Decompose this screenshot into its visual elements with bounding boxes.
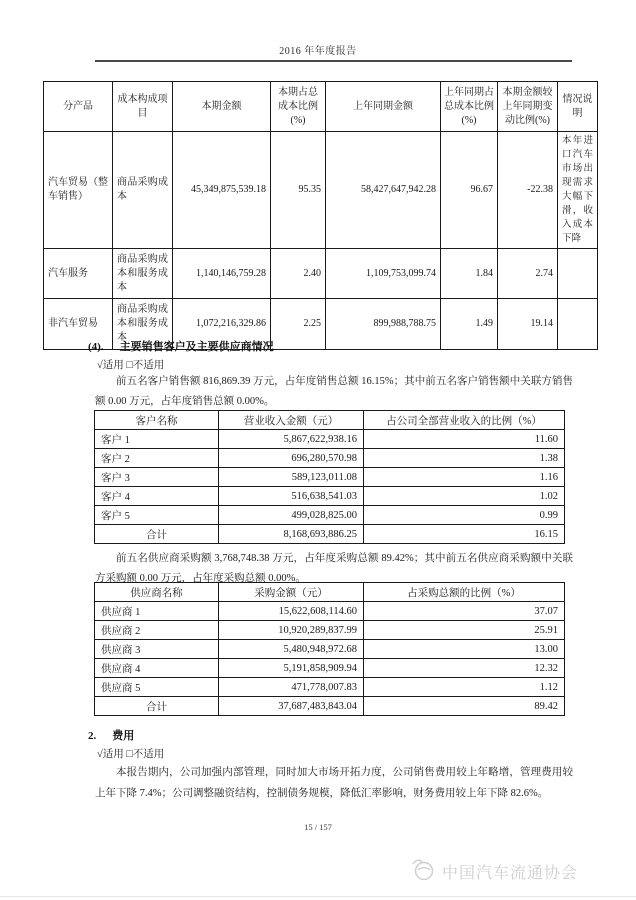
purchase-pct-cell: 1.12: [364, 678, 565, 697]
purchase-cell: 15,622,608,114.60: [219, 602, 364, 621]
footer-brand: [410, 856, 578, 887]
col-header-product: 分产品: [44, 82, 113, 132]
revenue-pct-cell: 1.38: [364, 449, 565, 468]
prior-pct-cell: 96.67: [441, 132, 498, 249]
revenue-cell: 5,867,622,938.16: [219, 430, 364, 449]
total-purchase-cell: 37,687,483,843.04: [219, 697, 364, 716]
col-header-current-pct: 本期占总成本比例(%): [271, 82, 326, 132]
prior-pct-cell: 1.49: [441, 299, 498, 350]
col-header-revenue: 营业收入金额（元）: [219, 411, 364, 430]
table-row: [95, 602, 565, 621]
cada-logo-icon: [410, 856, 436, 887]
revenue-cell: 516,638,541.03: [219, 487, 364, 506]
table-row: [44, 249, 598, 299]
customer-name-cell: 客户 4: [95, 487, 219, 506]
revenue-pct-cell: 0.99: [364, 506, 565, 525]
total-purchase-pct-cell: 89.42: [364, 697, 565, 716]
current-amount-cell: 1,072,216,329.86: [173, 299, 271, 350]
revenue-pct-cell: 1.02: [364, 487, 565, 506]
purchase-pct-cell: 13.00: [364, 640, 565, 659]
section2-number: 2.: [88, 730, 97, 742]
revenue-pct-cell: 11.60: [364, 430, 565, 449]
table-row: [95, 487, 565, 506]
current-amount-cell: 45,349,875,539.18: [173, 132, 271, 249]
section2-title: 费用: [112, 730, 135, 742]
section2-heading: [88, 727, 134, 743]
table-row: [95, 506, 565, 525]
prior-amount-cell: 58,427,647,942.28: [326, 132, 441, 249]
col-header-purchase: 采购金额（元）: [219, 583, 364, 602]
section2-applicability: √适用 □不适用: [97, 749, 165, 760]
col-header-supplier-name: 供应商名称: [95, 583, 219, 602]
col-header-note: 情况说明: [558, 82, 598, 132]
col-header-revenue-pct: 占公司全部营业收入的比例（%）: [364, 411, 565, 430]
change-pct-cell: 19.14: [498, 299, 558, 350]
col-header-prior-pct: 上年同期占总成本比例(%): [441, 82, 498, 132]
cost-composition-table: [43, 81, 598, 350]
cost-item-cell: 商品采购成本: [113, 132, 173, 249]
change-pct-cell: -22.38: [498, 132, 558, 249]
table-row: [95, 468, 565, 487]
col-header-purchase-pct: 占采购总额的比例（%）: [364, 583, 565, 602]
section4-applicability: √适用 □不适用: [97, 360, 165, 371]
table-row: [95, 659, 565, 678]
col-header-cost-item: 成本构成项目: [113, 82, 173, 132]
current-pct-cell: 95.35: [271, 132, 326, 249]
purchase-pct-cell: 37.07: [364, 602, 565, 621]
purchase-cell: 5,191,858,909.94: [219, 659, 364, 678]
supplier-name-cell: 供应商 5: [95, 678, 219, 697]
customer-name-cell: 客户 5: [95, 506, 219, 525]
revenue-cell: 589,123,011.08: [219, 468, 364, 487]
supplier-name-cell: 供应商 3: [95, 640, 219, 659]
header-divider: [95, 60, 572, 62]
supplier-name-cell: 供应商 1: [95, 602, 219, 621]
purchase-cell: 10,920,289,837.99: [219, 621, 364, 640]
product-cell: 汽车服务: [44, 249, 113, 299]
col-header-current-amount: 本期金额: [173, 82, 271, 132]
cost-item-cell: 商品采购成本和服务成本: [113, 299, 173, 350]
cost-item-cell: 商品采购成本和服务成本: [113, 249, 173, 299]
footer-brand-text: 中国汽车流通协会: [441, 865, 578, 882]
expense-paragraph: 本报告期内，公司加强内部管理，同时加大市场开拓力度，公司销售费用较上年略增，管理费用较上年下降 7.4%；公司调整融资结构，控制债务规模，降低汇率影响，财务费用较上年下降 82.6%。: [95, 767, 573, 799]
change-pct-cell: 2.74: [498, 249, 558, 299]
col-header-customer-name: 客户名称: [95, 411, 219, 430]
revenue-cell: 696,280,570.98: [219, 449, 364, 468]
note-cell: 本年进口汽车市场出现需求大幅下滑，收入成本下降: [558, 132, 598, 249]
note-cell: [558, 299, 598, 350]
total-revenue-pct-cell: 16.15: [364, 525, 565, 544]
table-row: [95, 430, 565, 449]
col-header-prior-amount: 上年同期金额: [326, 82, 441, 132]
prior-amount-cell: 1,109,753,099.74: [326, 249, 441, 299]
total-revenue-cell: 8,168,693,886.25: [219, 525, 364, 544]
supplier-name-cell: 供应商 2: [95, 621, 219, 640]
prior-pct-cell: 1.84: [441, 249, 498, 299]
page-header-title: 2016 年年度报告: [279, 46, 357, 57]
purchase-pct-cell: 25.91: [364, 621, 565, 640]
customer-name-cell: 客户 2: [95, 449, 219, 468]
footer-divider: [0, 896, 636, 897]
product-cell: 汽车贸易（整车销售）: [44, 132, 113, 249]
page-number: 15 / 157: [304, 822, 332, 832]
product-cell: 非汽车贸易: [44, 299, 113, 350]
supplier-table-header-row: [95, 583, 565, 602]
col-header-change-pct: 本期金额较上年同期变动比例(%): [498, 82, 558, 132]
current-pct-cell: 2.40: [271, 249, 326, 299]
total-label-cell: 合计: [95, 697, 219, 716]
section4-title: 主要销售客户及主要供应商情况: [119, 341, 274, 353]
top-customers-table: [94, 410, 565, 544]
current-amount-cell: 1,140,146,759.28: [173, 249, 271, 299]
table-row: [95, 678, 565, 697]
customer-table-header-row: [95, 411, 565, 430]
table-row: [95, 640, 565, 659]
current-pct-cell: 2.25: [271, 299, 326, 350]
purchase-cell: 471,778,007.83: [219, 678, 364, 697]
revenue-pct-cell: 1.16: [364, 468, 565, 487]
supplier-total-row: [95, 697, 565, 716]
supplier-summary-paragraph: 前五名供应商采购额 3,768,748.38 万元，占年度采购总额 89.42%；其中前五名供应商采购额中关联方采购额 0.00 万元，占年度采购总额 0.00%。: [95, 553, 573, 584]
purchase-cell: 5,480,948,972.68: [219, 640, 364, 659]
purchase-pct-cell: 12.32: [364, 659, 565, 678]
supplier-name-cell: 供应商 4: [95, 659, 219, 678]
table-row: [95, 449, 565, 468]
customer-summary-paragraph: 前五名客户销售额 816,869.39 万元，占年度销售总额 16.15%；其中前五名客户销售额中关联方销售额 0.00 万元，占年度销售总额 0.00%。: [95, 376, 573, 407]
cost-table-header-row: [44, 82, 598, 132]
table-row: [95, 621, 565, 640]
customer-total-row: [95, 525, 565, 544]
note-cell: [558, 249, 598, 299]
section4-number: (4).: [88, 341, 104, 353]
revenue-cell: 499,028,825.00: [219, 506, 364, 525]
top-suppliers-table: [94, 582, 565, 716]
customer-name-cell: 客户 1: [95, 430, 219, 449]
prior-amount-cell: 899,988,788.75: [326, 299, 441, 350]
table-row: [44, 132, 598, 249]
customer-name-cell: 客户 3: [95, 468, 219, 487]
total-label-cell: 合计: [95, 525, 219, 544]
section4-heading: [88, 338, 274, 354]
